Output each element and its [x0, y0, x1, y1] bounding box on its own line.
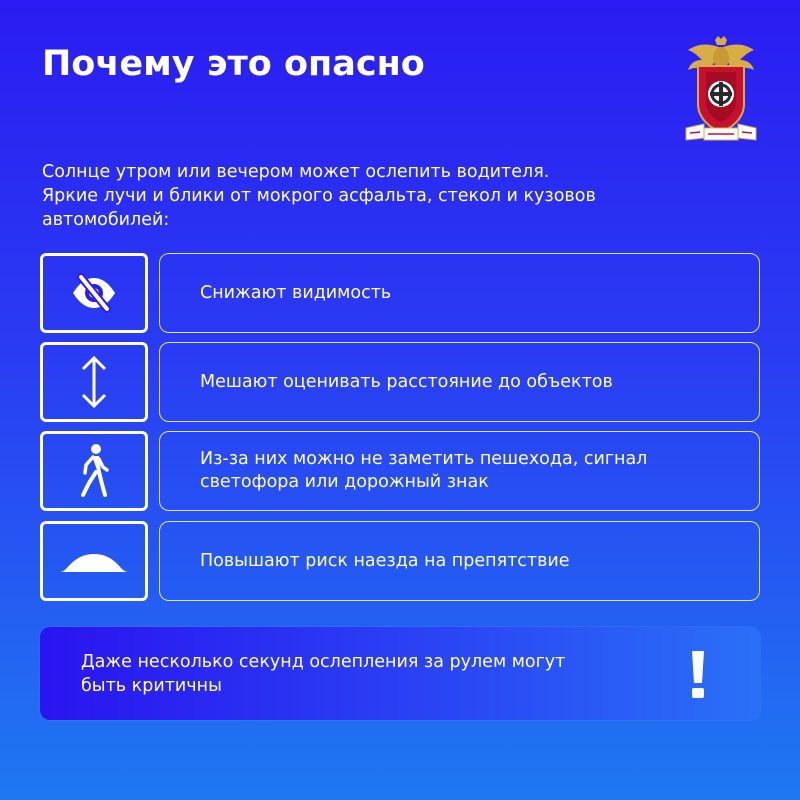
item-text: Повышают риск наезда на препятствие: [200, 550, 570, 571]
warning-line: Даже несколько секунд ослепления за рулем могут: [81, 652, 566, 672]
item-text: Мешают оценивать расстояние до объектов: [200, 371, 613, 392]
police-emblem-icon: [684, 36, 758, 148]
pedestrian-icon: [77, 443, 111, 499]
icon-box: [40, 342, 148, 422]
list-item-obstacle: [40, 521, 760, 601]
list-item-visibility: [40, 253, 760, 333]
intro-line: Солнце утром или вечером может ослепить водителя.: [42, 162, 550, 182]
vertical-arrows-icon: [79, 354, 109, 410]
warning-text: [81, 650, 565, 698]
item-text-box: [159, 521, 760, 601]
item-text-box: [159, 253, 760, 333]
item-text: светофора или дорожный знак: [200, 472, 489, 492]
eye-slash-icon: [69, 273, 119, 313]
exclamation-icon: [688, 649, 708, 699]
speed-bump-icon: [58, 546, 130, 576]
warning-line: быть критичны: [81, 676, 222, 696]
item-text: Снижают видимость: [200, 282, 392, 303]
icon-box: [40, 431, 148, 511]
item-text-box: [159, 342, 760, 422]
item-text: Из-за них можно не заметить пешехода, сигнал: [200, 449, 648, 469]
warning-banner: [40, 627, 760, 720]
item-text-box: [159, 431, 760, 511]
intro-text: [42, 160, 682, 232]
intro-line: автомобилей:: [42, 210, 170, 230]
page-title: Почему это опасно: [42, 44, 425, 84]
list-item-pedestrian: [40, 431, 760, 511]
intro-line: Яркие лучи и блики от мокрого асфальта, стекол и кузовов: [42, 186, 596, 206]
icon-box: [40, 253, 148, 333]
list-item-distance: [40, 342, 760, 422]
icon-box: [40, 521, 148, 601]
